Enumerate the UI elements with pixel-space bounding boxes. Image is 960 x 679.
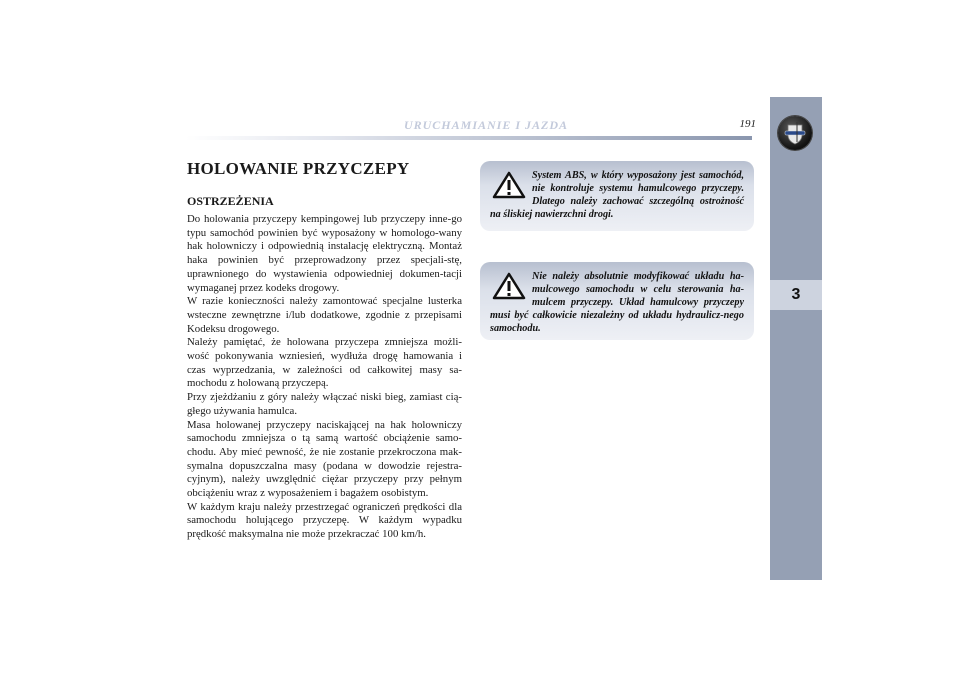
warning-box xyxy=(480,262,754,340)
warning-triangle-icon xyxy=(492,171,526,199)
warning-triangle-icon xyxy=(492,272,526,300)
chapter-tab xyxy=(770,280,822,310)
chapter-number: 3 xyxy=(791,286,801,303)
section-heading: OSTRZEŻENIA xyxy=(187,194,274,208)
page-number: 191 xyxy=(739,118,756,130)
body-text xyxy=(187,213,462,542)
lancia-shield-icon xyxy=(778,116,812,150)
warning-text: System ABS, w który wyposażony jest samochód, nie kontroluje systemu hamulcowego przyczepy. Dlatego należy zachować szczególną ostrożność na śliskiej nawierzchni drogi. xyxy=(490,170,744,220)
paragraph: W razie konieczności należy zamontować specjalne lusterka wsteczne zewnętrzne i/lub dodatkowe, zgodnie z przepisami Kodeksu drogowego. xyxy=(187,295,462,335)
paragraph: Przy zjeżdżaniu z góry należy włączać niski bieg, zamiast cią-głego używania hamulca. xyxy=(187,391,462,417)
page-title: HOLOWANIE PRZYCZEPY xyxy=(187,159,410,178)
paragraph: Masa holowanej przyczepy naciskającej na hak holowniczy samochodu zmniejsza o tą samą wartość obciążenie samo-chodu. Aby mieć pewność, że nie zostanie przekroczona mak-symalna dopuszczalna masy (podana w dowodzie rejestra-cyjnym), należy uwzględnić ciężar przyczepy przy pełnym obciążeniu wraz z wyposażeniem i bagażem osobistym. xyxy=(187,418,462,500)
warning-box xyxy=(480,161,754,231)
lancia-logo-icon xyxy=(778,116,812,150)
running-header-section-title: URUCHAMIANIE I JAZDA xyxy=(403,118,569,132)
warning-text: Nie należy absolutnie modyfikować układu ha-mulcowego samochodu w celu sterowania ha-mulcem przyczepy. Układ hamulcowy przyczepy musi być całkowicie niezależny od układu hydraulicz-nego samochodu. xyxy=(490,271,744,334)
paragraph: W każdym kraju należy przestrzegać ograniczeń prędkości dla samochodu holującego przyczepę. W każdym wypadku prędkość maksymalna nie może przekraczać 100 km/h. xyxy=(187,500,462,541)
header-rule xyxy=(186,136,752,140)
paragraph: Należy pamiętać, że holowana przyczepa zmniejsza możli-wość pokonywania wzniesień, wydłuża drogę hamowania i czas wyprzedzania, w zależności od całkowitej masy sa-mochodu z holowaną przyczepą. xyxy=(187,336,462,390)
paragraph: Do holowania przyczepy kempingowej lub przyczepy inne-go typu samochód powinien być wyposażony w homologo-wany hak holowniczy i odpowiednią instalację elektryczną. Montaż haka powinien być przeprowadzony przez specjali-stę, uprawnionego do wystawienia odpowiedniej dokumen-tacji wymaganej przez kodeks drogowy. xyxy=(187,213,462,294)
chapter-sidebar xyxy=(770,97,822,580)
